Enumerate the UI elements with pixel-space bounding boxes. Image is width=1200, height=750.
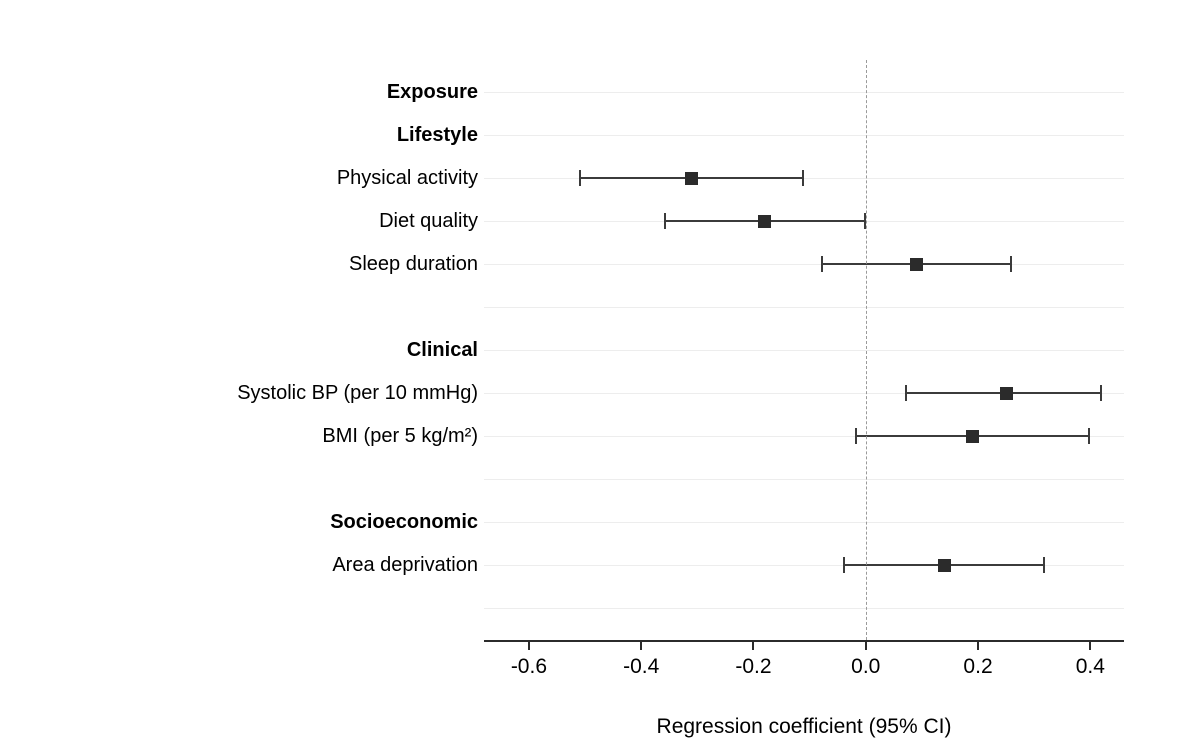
x-axis-tick <box>640 642 642 650</box>
x-axis-tick <box>752 642 754 650</box>
row-label: Physical activity <box>336 167 478 189</box>
row-label: BMI (per 5 kg/m²) <box>322 425 478 447</box>
group-label: Lifestyle <box>396 124 478 146</box>
estimate-marker <box>910 258 923 271</box>
x-axis-tick <box>528 642 530 650</box>
gridline <box>484 608 1124 609</box>
confidence-interval-cap <box>843 557 845 573</box>
row-label: Sleep duration <box>349 253 478 275</box>
confidence-interval-cap <box>664 213 666 229</box>
confidence-interval-cap <box>579 170 581 186</box>
estimate-marker <box>758 215 771 228</box>
confidence-interval-cap <box>905 385 907 401</box>
x-axis-tick-label: 0.4 <box>1075 655 1105 678</box>
group-label: Socioeconomic <box>330 511 478 533</box>
confidence-interval-cap <box>1043 557 1045 573</box>
x-axis-tick-label: -0.4 <box>623 655 660 678</box>
row-label: Diet quality <box>379 210 478 232</box>
reference-line <box>866 60 867 640</box>
x-axis-tick-label: 0.0 <box>851 655 881 678</box>
plot-panel <box>484 60 1124 640</box>
group-label: Clinical <box>406 339 478 361</box>
confidence-interval-cap <box>855 428 857 444</box>
x-axis-line <box>484 640 1124 642</box>
gridline <box>484 307 1124 308</box>
confidence-interval-cap <box>1088 428 1090 444</box>
confidence-interval-cap <box>802 170 804 186</box>
gridline <box>484 479 1124 480</box>
row-label: Systolic BP (per 10 mmHg) <box>237 382 478 404</box>
gridline <box>484 264 1124 265</box>
x-axis-tick-label: -0.6 <box>510 655 547 678</box>
estimate-marker <box>685 172 698 185</box>
x-axis-tick-label: 0.2 <box>963 655 993 678</box>
estimate-marker <box>1000 387 1013 400</box>
x-axis-title-text: Regression coefficient (95% CI) <box>656 715 952 738</box>
x-axis-title <box>0 715 1200 739</box>
gridline <box>484 135 1124 136</box>
row-label: Area deprivation <box>332 554 478 576</box>
x-axis-tick <box>1089 642 1091 650</box>
estimate-marker <box>966 430 979 443</box>
group-label: Exposure <box>386 81 478 103</box>
x-axis-tick <box>977 642 979 650</box>
row-label-column <box>0 0 484 750</box>
gridline <box>484 350 1124 351</box>
confidence-interval-cap <box>821 256 823 272</box>
gridline <box>484 92 1124 93</box>
confidence-interval-cap <box>1010 256 1012 272</box>
x-axis-tick-label: -0.2 <box>735 655 772 678</box>
x-axis-tick <box>865 642 867 650</box>
gridline <box>484 522 1124 523</box>
confidence-interval-cap <box>1100 385 1102 401</box>
estimate-marker <box>938 559 951 572</box>
